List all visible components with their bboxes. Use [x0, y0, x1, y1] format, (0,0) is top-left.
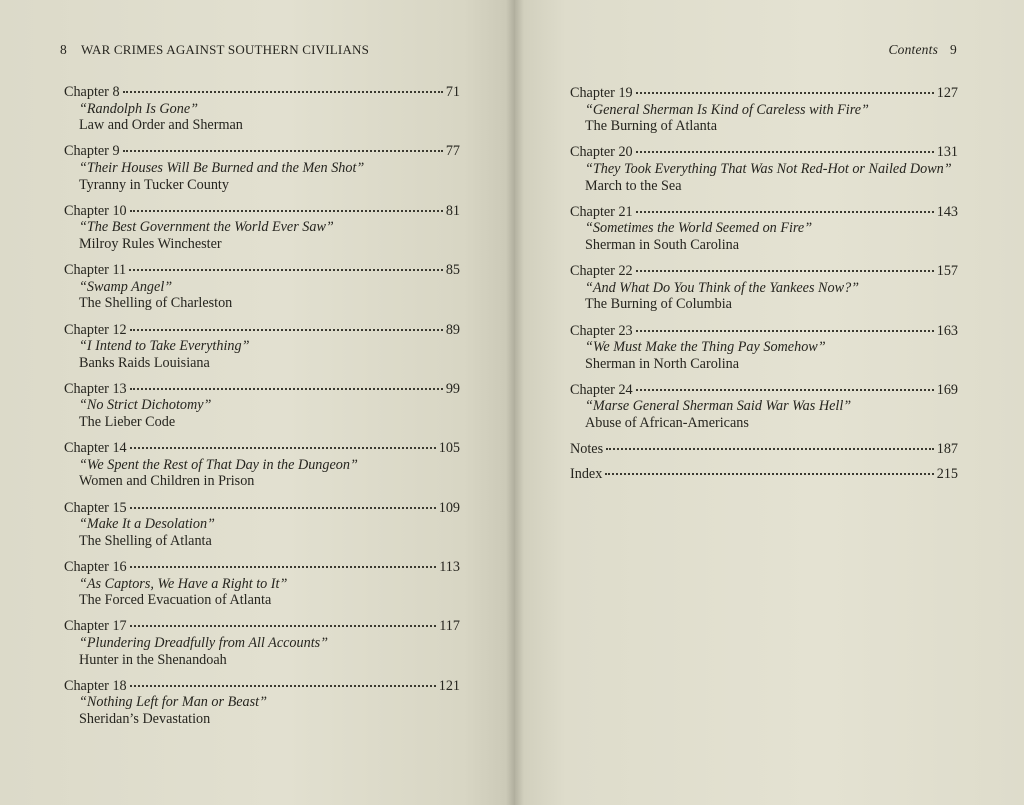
toc-entry-subtitle: The Burning of Columbia: [585, 296, 732, 313]
toc-entry-page-number: 85: [445, 262, 460, 279]
dot-leader: [636, 260, 934, 272]
toc-entry-quote: “Sometimes the World Seemed on Fire”: [585, 220, 813, 237]
toc-entry: [64, 203, 460, 253]
toc-entry-heading-line: [64, 559, 460, 576]
toc-entry-subtitle: Banks Raids Louisiana: [79, 354, 210, 371]
toc-entry-quote: “We Spent the Rest of That Day in the Dungeon”: [79, 456, 358, 473]
toc-entry-label: Chapter 22: [570, 263, 633, 280]
toc-entry-heading-line: [570, 323, 958, 340]
book-gutter-shadow: [506, 0, 524, 805]
left-running-head: [60, 42, 369, 58]
toc-entry: [570, 382, 958, 432]
toc-entry-label: Chapter 18: [64, 677, 127, 694]
toc-entry: [570, 204, 958, 254]
dot-leader: [130, 437, 436, 449]
toc-entry-quote: “As Captors, We Have a Right to It”: [79, 575, 288, 592]
toc-entry-page-number: 187: [936, 441, 958, 458]
toc-entry-page-number: 71: [445, 84, 460, 100]
dot-leader: [129, 259, 443, 271]
toc-entry-heading-line: [570, 204, 958, 221]
dot-leader: [636, 141, 934, 153]
toc-entry-quote: “The Best Government the World Ever Saw”: [79, 219, 334, 236]
dot-leader: [605, 463, 933, 475]
dot-leader: [636, 379, 934, 391]
toc-entry: [570, 466, 958, 483]
toc-entry-label: Chapter 17: [64, 618, 127, 635]
toc-entry-label: Index: [570, 465, 603, 482]
toc-entry-subtitle: Law and Order and Sherman: [79, 117, 243, 134]
dot-leader: [130, 200, 443, 212]
toc-entry-subtitle: Tyranny in Tucker County: [79, 176, 229, 193]
toc-entry-label: Chapter 14: [64, 440, 127, 457]
toc-entry: [64, 84, 460, 134]
toc-entry-heading-line: [64, 500, 460, 517]
toc-entry-label: Chapter 16: [64, 559, 127, 575]
toc-entry-page-number: 131: [936, 144, 958, 161]
toc-entry-label: Chapter 10: [64, 202, 127, 219]
dot-leader: [636, 201, 934, 213]
toc-entry-page-number: 109: [438, 499, 460, 516]
toc-entry: [64, 618, 460, 668]
toc-entry-label: Notes: [570, 441, 604, 458]
toc-entry: [64, 143, 460, 193]
toc-entry-page-number: 99: [445, 380, 460, 397]
toc-entry-quote: “No Strict Dichotomy”: [79, 397, 212, 414]
toc-entry-quote: “Swamp Angel”: [79, 278, 173, 295]
toc-entry-page-number: 143: [936, 203, 958, 220]
toc-entry-subtitle: The Lieber Code: [79, 414, 176, 431]
toc-entry-label: Chapter 24: [570, 381, 633, 398]
dot-leader: [130, 319, 443, 331]
toc-entry-subtitle: Sheridan’s Devastation: [79, 710, 211, 727]
toc-entry-heading-line: [64, 618, 460, 635]
toc-entry-heading-line: [64, 678, 460, 695]
toc-entry: [64, 381, 460, 431]
book-title: WAR CRIMES AGAINST SOUTHERN CIVILIANS: [80, 42, 370, 57]
toc-entry-quote: “Plundering Dreadfully from All Accounts”: [79, 634, 329, 651]
dot-leader: [636, 320, 934, 332]
right-running-head: [888, 42, 957, 58]
toc-entry-label: Chapter 19: [570, 85, 633, 101]
toc-entry-page-number: 113: [439, 559, 460, 575]
dot-leader: [130, 675, 436, 687]
toc-entry: [64, 559, 460, 609]
toc-entry-heading-line: [570, 263, 958, 280]
toc-entry-quote: “Make It a Desolation”: [79, 516, 215, 533]
toc-entry-quote: “Randolph Is Gone”: [79, 100, 199, 117]
toc-entry-subtitle: March to the Sea: [585, 177, 682, 194]
toc-entry-heading-line: [570, 466, 958, 483]
toc-entry-page-number: 77: [445, 143, 460, 160]
toc-entry-quote: “Their Houses Will Be Burned and the Men Shot”: [79, 159, 365, 176]
toc-entry-subtitle: The Shelling of Charleston: [79, 295, 233, 312]
toc-entry-subtitle: Sherman in South Carolina: [585, 236, 740, 253]
toc-entry-heading-line: [570, 441, 958, 458]
dot-leader: [636, 82, 934, 94]
toc-entry-page-number: 163: [936, 322, 958, 339]
toc-entry-label: Chapter 9: [64, 143, 120, 160]
toc-entry-subtitle: Sherman in North Carolina: [585, 355, 740, 372]
toc-entry-quote: “We Must Make the Thing Pay Somehow”: [585, 339, 826, 356]
toc-entry-heading-line: [64, 262, 460, 279]
toc-entry-quote: “General Sherman Is Kind of Careless with Fire”: [585, 101, 869, 118]
toc-entry-heading-line: [64, 322, 460, 339]
toc-entry-quote: “Marse General Sherman Said War Was Hell”: [585, 398, 852, 415]
toc-entry-page-number: 169: [936, 381, 958, 398]
toc-entry: [64, 678, 460, 728]
contents-heading: Contents: [888, 42, 939, 57]
toc-entry-heading-line: [64, 84, 460, 101]
toc-entry-quote: “And What Do You Think of the Yankees Now?”: [585, 279, 860, 296]
toc-entry: [64, 262, 460, 312]
toc-entry: [64, 440, 460, 490]
toc-entry-heading-line: [64, 143, 460, 160]
toc-entry-label: Chapter 21: [570, 203, 633, 220]
right-page-number: 9: [950, 42, 957, 57]
toc-entry-label: Chapter 13: [64, 380, 127, 397]
toc-entry-subtitle: Women and Children in Prison: [79, 473, 255, 490]
toc-entry-page-number: 215: [936, 465, 958, 482]
toc-entry-label: Chapter 15: [64, 499, 127, 516]
toc-entry: [570, 144, 958, 194]
left-toc-list: [64, 84, 460, 737]
toc-entry: [570, 323, 958, 373]
toc-entry: [570, 85, 958, 135]
toc-entry-subtitle: The Forced Evacuation of Atlanta: [79, 592, 272, 609]
toc-entry-subtitle: Hunter in the Shenandoah: [79, 651, 227, 668]
toc-entry: [570, 263, 958, 313]
toc-entry: [64, 500, 460, 550]
toc-entry-subtitle: Milroy Rules Winchester: [79, 235, 222, 252]
dot-leader: [130, 556, 437, 568]
toc-entry-heading-line: [570, 144, 958, 161]
right-toc-list: [570, 85, 958, 490]
toc-entry-quote: “Nothing Left for Man or Beast”: [79, 694, 268, 711]
toc-entry-page-number: 127: [936, 85, 958, 101]
left-page-number: 8: [60, 42, 67, 57]
toc-entry-heading-line: [570, 382, 958, 399]
toc-entry-label: Chapter 12: [64, 321, 127, 338]
dot-leader: [130, 615, 437, 627]
toc-entry: [570, 441, 958, 458]
dot-leader: [606, 438, 934, 450]
toc-entry-quote: “I Intend to Take Everything”: [79, 338, 250, 355]
toc-entry-heading-line: [64, 440, 460, 457]
toc-entry-page-number: 81: [445, 202, 460, 219]
toc-entry-page-number: 117: [439, 618, 460, 635]
toc-entry-page-number: 89: [445, 321, 460, 338]
toc-entry-page-number: 105: [438, 440, 460, 457]
dot-leader: [123, 81, 443, 93]
toc-entry-page-number: 121: [438, 677, 460, 694]
toc-entry-quote: “They Took Everything That Was Not Red-Hot or Nailed Down”: [585, 160, 952, 177]
toc-entry-label: Chapter 8: [64, 84, 120, 100]
dot-leader: [130, 497, 436, 509]
dot-leader: [123, 140, 443, 152]
toc-entry-heading-line: [64, 381, 460, 398]
toc-entry-label: Chapter 23: [570, 322, 633, 339]
toc-entry: [64, 322, 460, 372]
toc-entry-page-number: 157: [936, 263, 958, 280]
toc-entry-subtitle: Abuse of African-Americans: [585, 415, 749, 432]
toc-entry-heading-line: [64, 203, 460, 220]
toc-entry-heading-line: [570, 85, 958, 102]
toc-entry-subtitle: The Burning of Atlanta: [585, 118, 717, 135]
toc-entry-label: Chapter 11: [64, 262, 127, 279]
toc-entry-subtitle: The Shelling of Atlanta: [79, 532, 212, 549]
toc-entry-label: Chapter 20: [570, 144, 633, 161]
dot-leader: [130, 378, 443, 390]
